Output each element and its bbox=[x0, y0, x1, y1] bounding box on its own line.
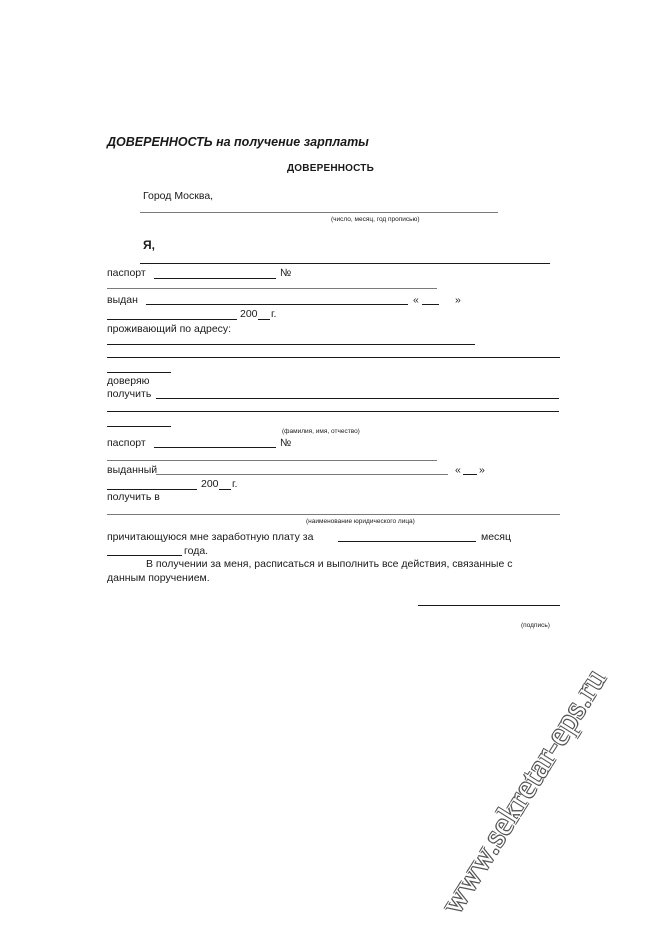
quote-open: « bbox=[413, 294, 419, 306]
passport-line-2 bbox=[154, 447, 276, 448]
authority-line-1: В получении за меня, расписаться и выполнить все действия, связанные с bbox=[146, 558, 513, 570]
authority-line-2: данным поручением. bbox=[107, 572, 210, 584]
receive-label: получить bbox=[107, 388, 152, 400]
number-sign-2: № bbox=[280, 437, 292, 449]
year-200-2: 200 bbox=[201, 478, 219, 490]
month-label: месяц bbox=[481, 531, 512, 543]
address-line-3 bbox=[107, 372, 171, 373]
day-line bbox=[422, 304, 439, 305]
address-line-1 bbox=[107, 344, 475, 345]
passport-label-2: паспорт bbox=[107, 437, 146, 449]
signature-line bbox=[418, 605, 560, 606]
fio-caption: (фамилия, имя, отчество) bbox=[282, 428, 360, 435]
quote-close-2: » bbox=[479, 464, 485, 476]
trustee-name-line-3 bbox=[107, 426, 171, 427]
year-g-2: г. bbox=[232, 478, 238, 490]
issued-month-line-2 bbox=[107, 489, 197, 490]
date-line bbox=[140, 212, 498, 213]
principal-name-line bbox=[140, 263, 550, 264]
passport-label: паспорт bbox=[107, 267, 146, 279]
org-caption: (наименование юридического лица) bbox=[306, 518, 415, 525]
month-line bbox=[338, 541, 476, 542]
year-blank-line bbox=[258, 319, 270, 320]
passport-extra-line-2 bbox=[107, 460, 437, 461]
trustee-name-line-2 bbox=[107, 411, 559, 412]
watermark: www.sekretar-eps.ru bbox=[433, 662, 614, 921]
passport-extra-line bbox=[107, 288, 437, 289]
document-heading: ДОВЕРЕННОСТЬ bbox=[286, 163, 375, 174]
number-sign: № bbox=[280, 267, 292, 279]
address-line-2 bbox=[107, 357, 560, 358]
signature-caption: (подпись) bbox=[521, 622, 550, 629]
trustee-name-line-1 bbox=[156, 398, 559, 399]
quote-open-2: « bbox=[455, 464, 461, 476]
issued-line-2 bbox=[156, 474, 448, 475]
trust-label: доверяю bbox=[107, 375, 150, 387]
quote-close: » bbox=[455, 294, 461, 306]
salary-text: причитающуюся мне заработную плату за bbox=[107, 531, 314, 543]
year-line bbox=[107, 555, 182, 556]
receive-in-label: получить в bbox=[107, 491, 160, 503]
issued-line bbox=[146, 304, 408, 305]
year-blank-line-2 bbox=[219, 489, 231, 490]
issued-month-line bbox=[107, 319, 237, 320]
year-200: 200 bbox=[240, 308, 258, 320]
city-label: Город Москва, bbox=[143, 190, 214, 202]
residing-label: проживающий по адресу: bbox=[107, 323, 232, 335]
year-g: г. bbox=[271, 308, 277, 320]
issued-label-2: выданный bbox=[107, 464, 158, 476]
document-title: ДОВЕРЕННОСТЬ на получение зарплаты bbox=[107, 135, 369, 149]
organization-line bbox=[107, 514, 560, 515]
passport-line bbox=[154, 278, 276, 279]
issued-label: выдан bbox=[107, 294, 138, 306]
ya-label: Я, bbox=[143, 238, 155, 252]
year-label: года. bbox=[184, 545, 209, 557]
day-line-2 bbox=[463, 474, 477, 475]
date-caption: (число, месяц, год прописью) bbox=[331, 216, 420, 223]
